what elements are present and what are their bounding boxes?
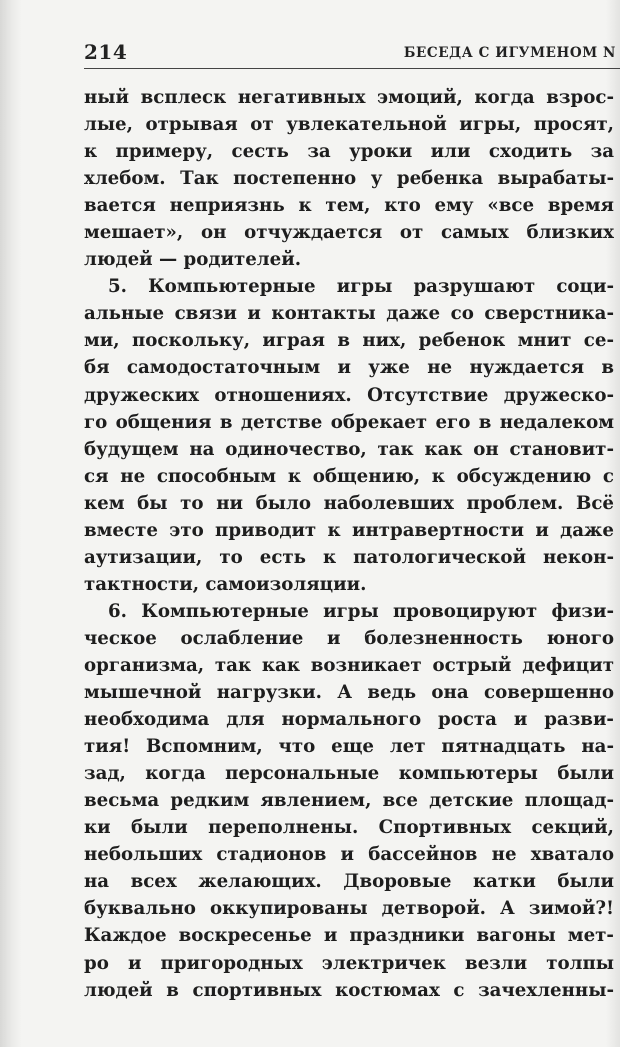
text-line: Каждое воскресенье и праздники вагоны мет- [84,925,614,947]
text-line: бя самодостаточным и уже не нуждается в [84,357,614,379]
text-line: людей в спортивных костюмах с зачехленны- [84,979,614,1001]
text-line: на всех желающих. Дворовые катки были [84,871,614,893]
body-text [84,84,614,1004]
text-line: вается неприязнь к тем, кто ему «все время [84,195,614,217]
text-line: ки были переполнены. Спортивных секций, [84,817,614,839]
page-spine-shadow [0,0,22,1047]
header-rule [84,68,620,69]
text-line: кем бы то ни было наболевших проблем. Всё [84,492,614,514]
text-line: к примеру, сесть за уроки или сходить за [84,141,614,163]
text-line: ми, поскольку, играя в них, ребенок мнит се- [84,330,614,352]
text-line: лые, отрывая от увлекательной игры, просят, [84,114,614,136]
text-line: 6. Компьютерные игры провоцируют физи- [108,600,614,622]
text-line: необходима для нормального роста и разви- [84,709,614,731]
text-line: небольших стадионов и бассейнов не хватало [84,844,614,866]
text-line: альные связи и контакты даже со сверстника- [84,303,614,325]
text-line: ный всплеск негативных эмоций, когда взрос- [84,87,614,108]
text-line: ческое ослабление и болезненность юного [84,627,614,649]
text-line: организма, так как возникает острый дефицит [84,654,614,676]
text-line: ро и пригородных электричек везли толпы [84,952,614,974]
text-line: весьма редким явлением, все детские площад- [84,790,614,812]
text-line: мешает», он отчуждается от самых близких [84,222,614,244]
section-title: БЕСЕДА С ИГУМЕНОМ N [403,45,616,61]
text-line: аутизации, то есть к патологической некон- [84,546,614,568]
text-line: хлебом. Так постепенно у ребенка вырабаты- [84,168,614,190]
text-line: будущем на одиночество, так как он становит- [84,438,614,460]
text-line: 5. Компьютерные игры разрушают соци- [108,276,614,298]
text-line: го общения в детстве обрекает его в недалеком [84,411,614,433]
text-line: тактности, самоизоляции. [84,573,367,595]
page-number: 214 [84,40,128,64]
text-line: буквально оккупированы детворой. А зимой?! [84,898,614,920]
running-head [84,40,620,68]
text-line: дружеских отношениях. Отсутствие дружеско- [84,384,614,406]
text-line: мышечной нагрузки. А ведь она совершенно [84,682,614,704]
text-line: зад, когда персональные компьютеры были [84,763,614,785]
text-line: людей — родителей. [84,249,302,271]
text-line: ся не способным к общению, к обсуждению с [84,465,614,487]
text-line: тия! Вспомним, что еще лет пятнадцать на- [84,736,614,758]
text-line: вместе это приводит к интравертности и даже [84,519,614,541]
